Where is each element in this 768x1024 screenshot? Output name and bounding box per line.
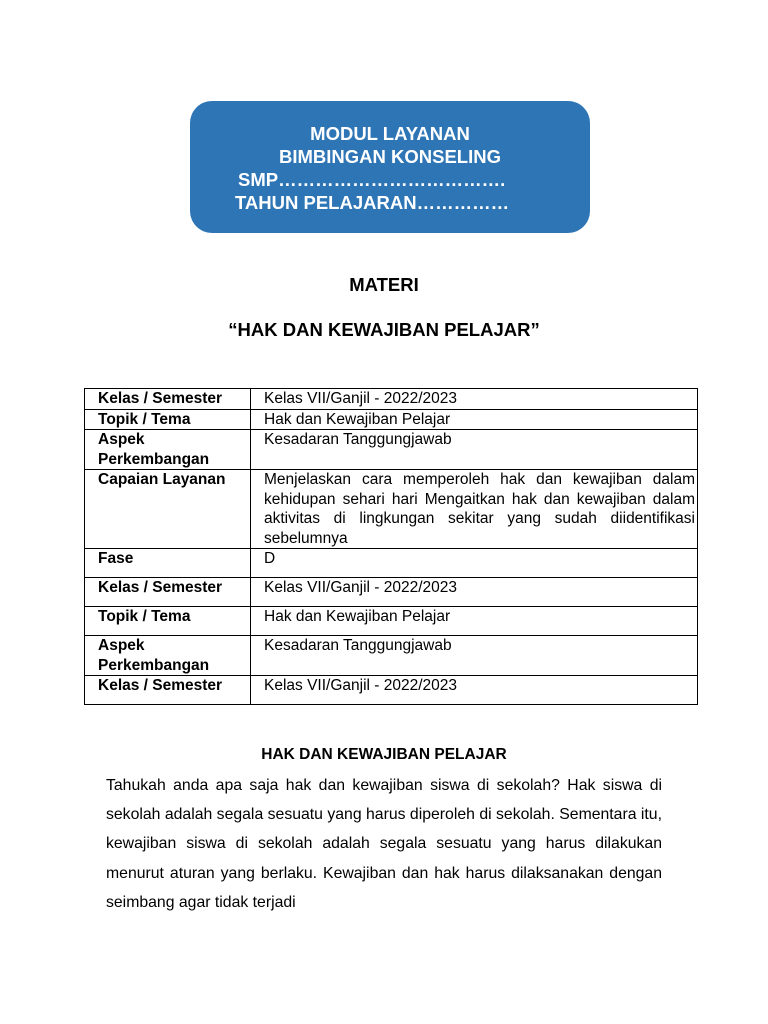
table-row (85, 470, 698, 549)
row-value: D (251, 549, 698, 578)
header-line-guidance: BIMBINGAN KONSELING (279, 146, 501, 167)
table-row (85, 389, 698, 410)
header-line-module: MODUL LAYANAN (310, 123, 470, 144)
row-label: Topik / Tema (85, 607, 251, 636)
table-row (85, 676, 698, 705)
row-label: Kelas / Semester (85, 389, 251, 410)
table-row (85, 430, 698, 470)
info-table (84, 388, 698, 705)
table-row (85, 549, 698, 578)
row-value: Menjelaskan cara memperoleh hak dan kewajiban dalam kehidupan sehari hari Mengaitkan hak dan kewajiban dalam aktivitas di lingkungan sekitar yang sudah diidentifikasi sebelumnya (251, 470, 698, 549)
materi-title: “HAK DAN KEWAJIBAN PELAJAR” (228, 319, 540, 340)
row-value: Kesadaran Tanggungjawab (251, 430, 698, 470)
table-row (85, 607, 698, 636)
table-row (85, 409, 698, 430)
row-label: Kelas / Semester (85, 676, 251, 705)
table-row (85, 636, 698, 676)
row-value: Hak dan Kewajiban Pelajar (251, 409, 698, 430)
row-value: Kelas VII/Ganjil - 2022/2023 (251, 578, 698, 607)
header-line-year: TAHUN PELAJARAN…………… (235, 192, 510, 213)
row-label: Aspek Perkembangan (85, 636, 251, 676)
row-label: Fase (85, 549, 251, 578)
table-row (85, 578, 698, 607)
module-header-box (190, 101, 590, 233)
row-label: Kelas / Semester (85, 578, 251, 607)
row-value: Hak dan Kewajiban Pelajar (251, 607, 698, 636)
row-label: Topik / Tema (85, 409, 251, 430)
row-value: Kelas VII/Ganjil - 2022/2023 (251, 389, 698, 410)
section-title: HAK DAN KEWAJIBAN PELAJAR (261, 746, 507, 763)
row-value: Kesadaran Tanggungjawab (251, 636, 698, 676)
row-value: Kelas VII/Ganjil - 2022/2023 (251, 676, 698, 705)
row-label: Aspek Perkembangan (85, 430, 251, 470)
row-label: Capaian Layanan (85, 470, 251, 549)
header-line-school: SMP………………………………. (238, 169, 506, 190)
section-paragraph: Tahukah anda apa saja hak dan kewajiban siswa di sekolah? Hak siswa di sekolah adalah segala sesuatu yang harus diperoleh di sekolah. Sementara itu, kewajiban siswa di sekolah adalah segala sesuatu yang harus dilakukan menurut aturan yang berlaku. Kewajiban dan hak harus dilaksanakan dengan seimbang agar tidak terjadi (106, 777, 662, 911)
materi-label: MATERI (349, 274, 419, 295)
